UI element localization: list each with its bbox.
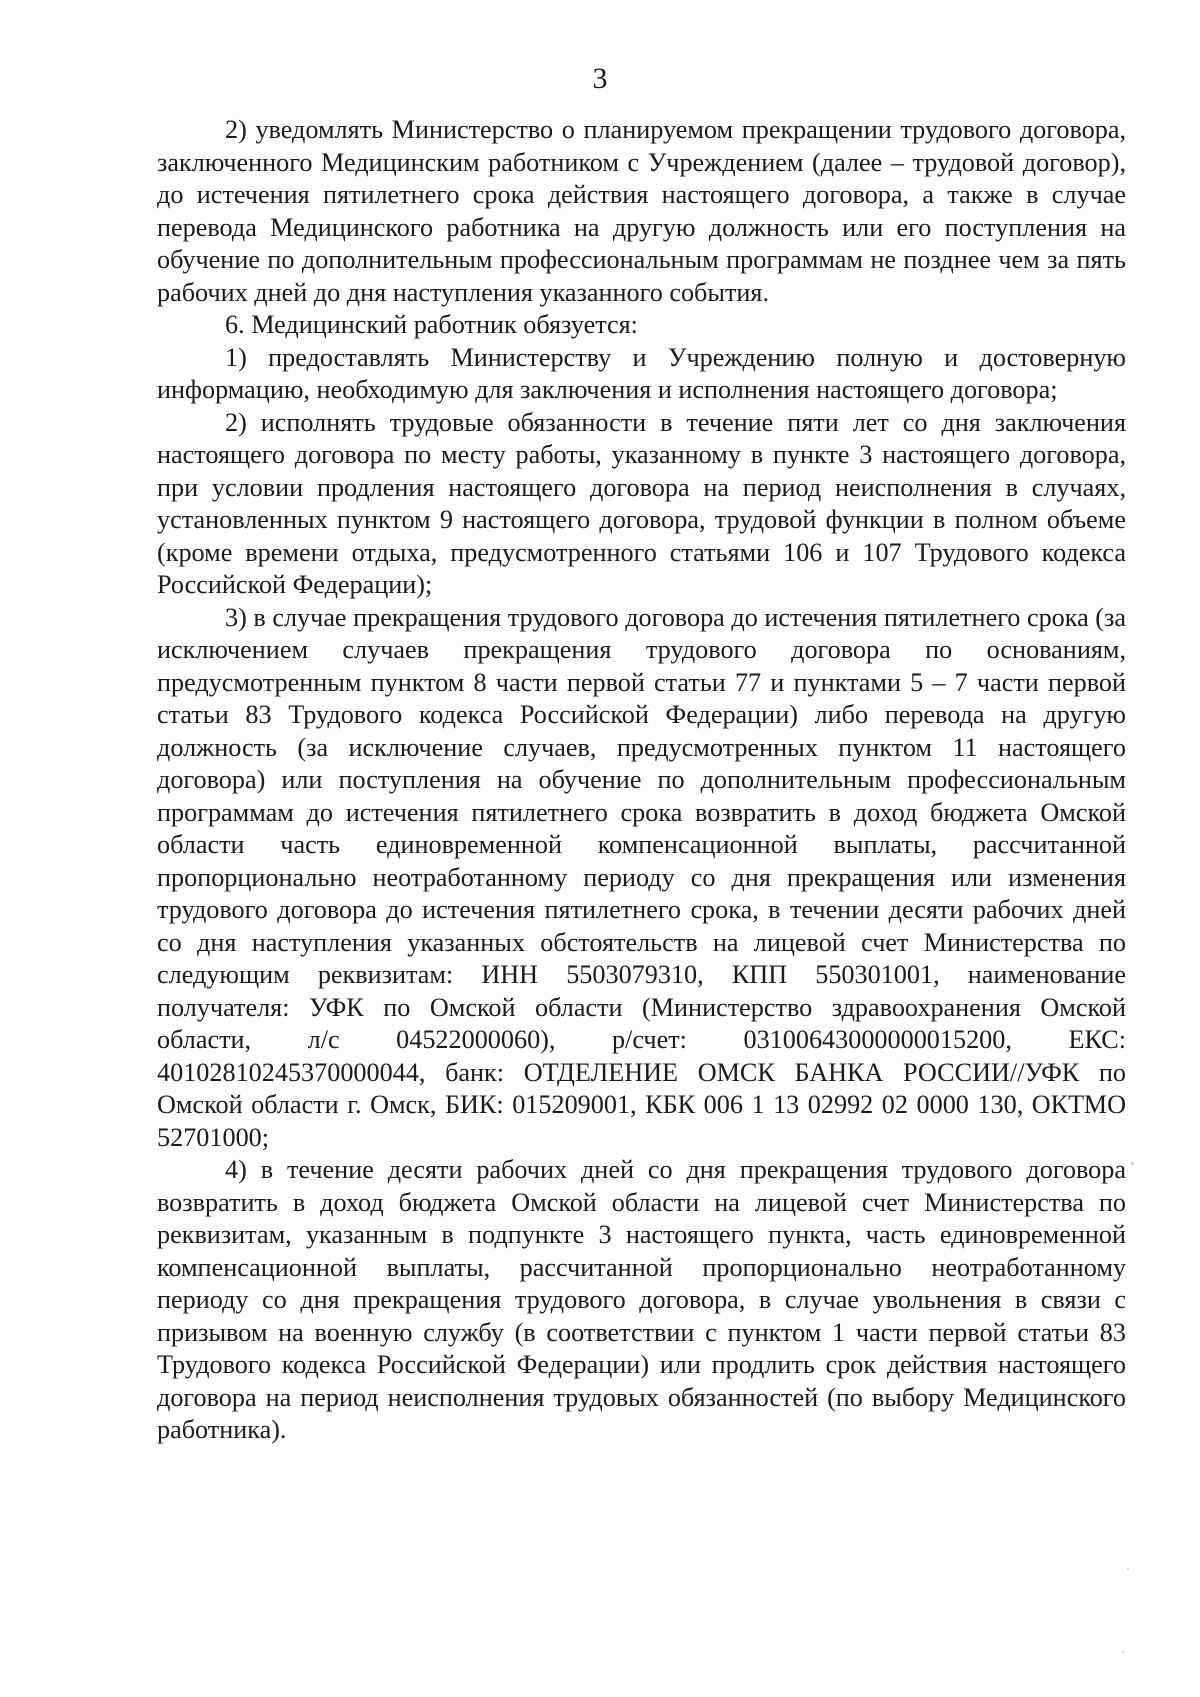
document-body [157, 114, 1126, 1447]
paragraph-6-heading: 6. Медицинский работник обязуется: [225, 310, 638, 339]
scan-speck [1127, 1568, 1129, 1570]
paragraph-5-2-notify-ministry: 2) уведомлять Министерство о планируемом прекращении трудового договора, заключенного Медицинским работником с Учреждением (далее – трудовой договор), до истечения пятилетнего срока действия настоящего договора, а также в случае перевода Медицинского работника на другую должность или его поступления на обучение по дополнительным профессиональным программам не позднее чем за пять рабочих дней до дня наступления указанного события. [157, 115, 1126, 307]
paragraph-6-3-refund-details: 3) в случае прекращения трудового договора до истечения пятилетнего срока (за исключением случаев прекращения трудового договора по основаниям, предусмотренным пунктом 8 части первой статьи 77 и пунктами 5 – 7 части первой статьи 83 Трудового кодекса Российской Федерации) либо перевода на другую должность (за исключение случаев, предусмотренных пунктом 11 настоящего договора) или поступления на обучение по дополнительным профессиональным программам до истечения пятилетнего срока возвратить в доход бюджета Омской области часть единовременной компенсационной выплаты, рассчитанной пропорционально неотработанному периоду со дня прекращения или изменения трудового договора до истечения пятилетнего срока, в течении десяти рабочих дней со дня наступления указанных обстоятельств на лицевой счет Министерства по следующим реквизитам: ИНН 5503079310, КПП 550301001, наименование получателя: УФК по Омской области (Министерство здравоохранения Омской области, л/с 04522000060), р/счет: 03100643000000015200, ЕКС: 40102810245370000044, банк: ОТДЕЛЕНИЕ ОМСК БАНКА РОССИИ//УФК по Омской области г. Омск, БИК: 015209001, КБК 006 1 13 02992 02 0000 130, ОКТМО 52701000; [157, 602, 1126, 1152]
scan-speck [1131, 1162, 1134, 1165]
scan-speck [1122, 1651, 1124, 1653]
paragraph-6-2-work-duties: 2) исполнять трудовые обязанности в течение пяти лет со дня заключения настоящего договора по месту работы, указанному в пункте 3 настоящего договора, при условии продления настоящего договора на период неисполнения в случаях, установленных пунктом 9 настоящего договора, трудовой функции в полном объеме (кроме времени отдыха, предусмотренного статьями 106 и 107 Трудового кодекса Российской Федерации); [157, 407, 1126, 599]
paragraph-6-1-provide-info: 1) предоставлять Министерству и Учреждению полную и достоверную информацию, необходимую для заключения и исполнения настоящего договора; [157, 342, 1126, 404]
paragraph-6-4-refund-military: 4) в течение десяти рабочих дней со дня прекращения трудового договора возвратить в доход бюджета Омской области на лицевой счет Министерства по реквизитам, указанным в подпункте 3 настоящего пункта, часть единовременной компенсационной выплаты, рассчитанной пропорционально неотработанному периоду со дня прекращения трудового договора, в случае увольнения в связи с призывом на военную службу (в соответствии с пунктом 1 части первой статьи 83 Трудового кодекса Российской Федерации) или продлить срок действия настоящего договора на период неисполнения трудовых обязанностей (по выбору Медицинского работника). [157, 1155, 1126, 1444]
page-number: 3 [592, 62, 608, 95]
